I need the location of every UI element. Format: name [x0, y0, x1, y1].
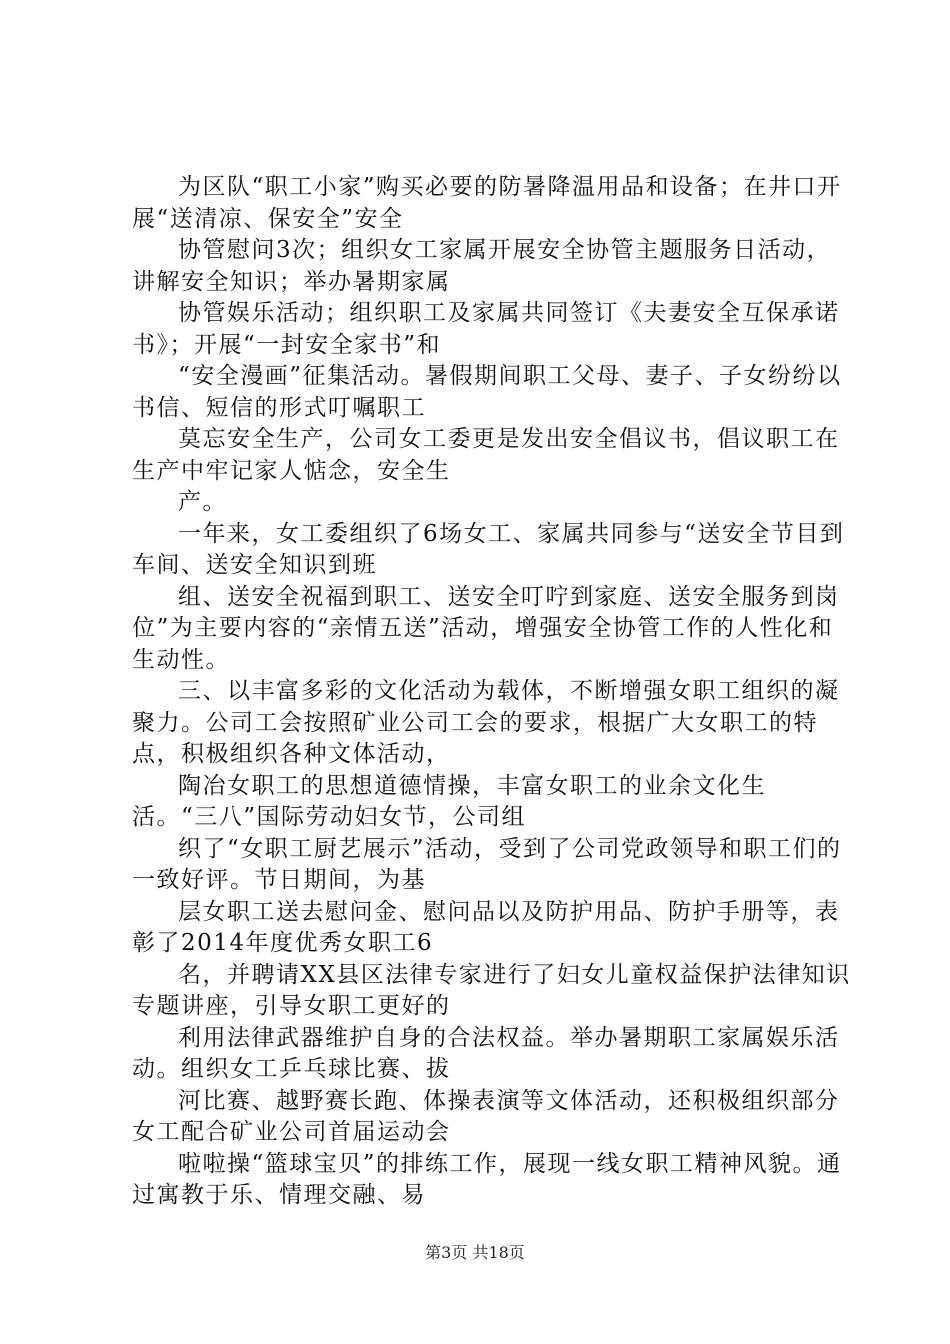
paragraph: 层女职工送去慰问金、慰问品以及防护用品、防护手册等，表彰了2014年度优秀女职工6 — [132, 898, 840, 956]
paragraph: 产。 — [178, 489, 227, 515]
paragraph: 协管慰问3次；组织女工家属开展安全协管主题服务日活动，讲解安全知识；举办暑期家属 — [132, 237, 832, 295]
paragraph: 为区队“职工小家”购买必要的防暑降温用品和设备；在井口开展“送清凉、保安全”安全 — [132, 174, 842, 232]
paragraph: 一年来，女工委组织了6场女工、家属共同参与“送安全节目到车间、送安全知识到班 — [132, 520, 845, 578]
document-body — [132, 172, 852, 1212]
page-footer — [0, 1243, 950, 1263]
paragraph: 陶冶女职工的思想道德情操，丰富女职工的业余文化生活。“三八”国际劳动妇女节，公司组 — [132, 772, 766, 830]
paragraph: 莫忘安全生产，公司女工委更是发出安全倡议书，倡议职工在生产中牢记家人惦念，安全生 — [132, 426, 840, 484]
paragraph: 河比赛、越野赛长跑、体操表演等文体活动，还积极组织部分女工配合矿业公司首届运动会 — [132, 1087, 840, 1145]
paragraph: 织了“女职工厨艺展示”活动，受到了公司党政领导和职工们的一致好评。节日期间，为基 — [132, 835, 842, 893]
paragraph: 组、送安全祝福到职工、送安全叮咛到家庭、送安全服务到岗位”为主要内容的“亲情五送”活动，增强安全协管工作的人性化和生动性。 — [132, 583, 840, 673]
paragraph: 协管娱乐活动；组织职工及家属共同签订《夫妻安全互保承诺书》；开展“一封安全家书”和 — [132, 300, 840, 358]
paragraph: 三、以丰富多彩的文化活动为载体，不断增强女职工组织的凝聚力。公司工会按照矿业公司工会的要求，根据广大女职工的特点，积极组织各种文体活动， — [132, 678, 840, 767]
paragraph: 名，并聘请XX县区法律专家进行了妇女儿童权益保护法律知识专题讲座，引导女职工更好的 — [132, 961, 851, 1019]
paragraph: “安全漫画”征集活动。暑假期间职工父母、妻子、子女纷纷以书信、短信的形式叮嘱职工 — [132, 363, 842, 421]
page-number-label: 第3页 共18页 — [425, 1243, 525, 1262]
paragraph: 利用法律武器维护自身的合法权益。举办暑期职工家属娱乐活动。组织女工乒乓球比赛、拔 — [132, 1024, 840, 1082]
paragraph: 啦啦操“篮球宝贝”的排练工作，展现一线女职工精神风貌。通过寓教于乐、情理交融、易 — [132, 1150, 842, 1208]
